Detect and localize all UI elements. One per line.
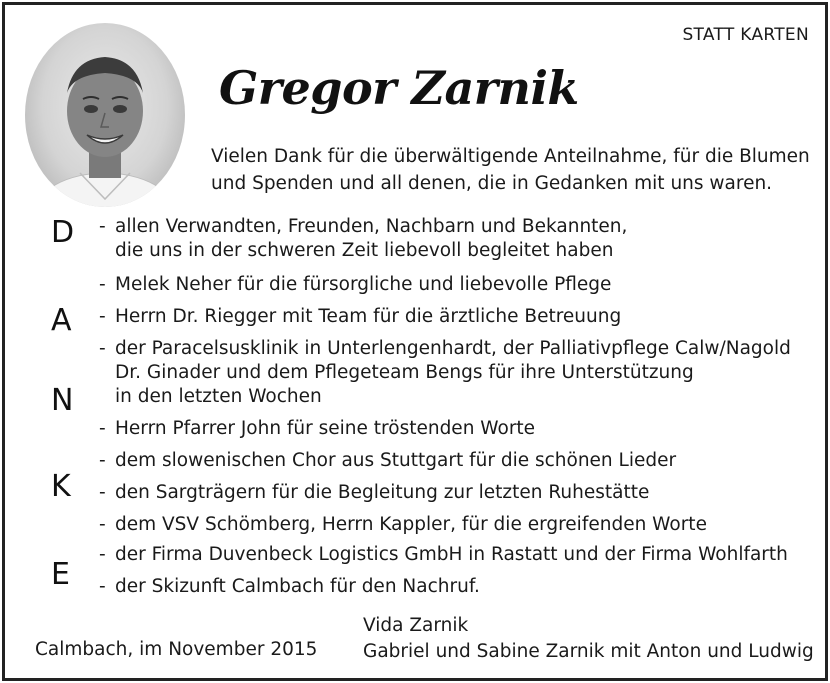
portrait-illustration <box>25 23 185 207</box>
thanks-line: Dr. Ginader und dem Pflegeteam Bengs für ihre Unterstützung <box>115 362 694 383</box>
danke-letter: K <box>51 469 71 504</box>
place-date: Calmbach, im November 2015 <box>35 639 318 660</box>
dash-bullet: - <box>99 544 106 565</box>
obituary-card <box>2 2 828 681</box>
header-note: STATT KARTEN <box>682 25 809 45</box>
danke-letter: A <box>51 303 72 338</box>
danke-letter: N <box>51 383 74 418</box>
danke-letter: E <box>51 557 70 592</box>
dash-bullet: - <box>99 450 106 471</box>
thanks-line: Herrn Dr. Riegger mit Team für die ärztliche Betreuung <box>115 306 622 327</box>
thanks-line: der Paracelsusklinik in Unterlengenhardt, der Palliativpflege Calw/Nagold <box>115 338 791 359</box>
deceased-name: Gregor Zarnik <box>219 61 579 115</box>
thanks-line: die uns in der schweren Zeit liebevoll begleitet haben <box>115 240 614 261</box>
dash-bullet: - <box>99 418 106 439</box>
dash-bullet: - <box>99 306 106 327</box>
signer-line: Gabriel und Sabine Zarnik mit Anton und Ludwig <box>363 641 814 662</box>
thanks-line: allen Verwandten, Freunden, Nachbarn und Bekannten, <box>115 216 628 237</box>
dash-bullet: - <box>99 482 106 503</box>
thanks-line: in den letzten Wochen <box>115 386 322 407</box>
thanks-line: den Sargträgern für die Begleitung zur letzten Ruhestätte <box>115 482 650 503</box>
thanks-line: dem slowenischen Chor aus Stuttgart für die schönen Lieder <box>115 450 677 471</box>
intro-line: Vielen Dank für die überwältigende Anteilnahme, für die Blumen <box>211 146 810 167</box>
dash-bullet: - <box>99 216 106 237</box>
signers <box>363 613 814 665</box>
dash-bullet: - <box>99 338 106 359</box>
intro-line: und Spenden und all denen, die in Gedanken mit uns waren. <box>211 173 773 194</box>
thanks-line: dem VSV Schömberg, Herrn Kappler, für die ergreifenden Worte <box>115 514 707 535</box>
thanks-line: Herrn Pfarrer John für seine tröstenden Worte <box>115 418 536 439</box>
intro-text <box>211 143 810 197</box>
portrait-photo <box>25 23 185 207</box>
dash-bullet: - <box>99 576 106 597</box>
thanks-line: der Skizunft Calmbach für den Nachruf. <box>115 576 480 597</box>
dash-bullet: - <box>99 274 106 295</box>
thanks-line: Melek Neher für die fürsorgliche und liebevolle Pflege <box>115 274 612 295</box>
signer-line: Vida Zarnik <box>363 615 469 636</box>
danke-letter: D <box>51 215 75 250</box>
thanks-line: der Firma Duvenbeck Logistics GmbH in Rastatt und der Firma Wohlfarth <box>115 544 788 565</box>
dash-bullet: - <box>99 514 106 535</box>
